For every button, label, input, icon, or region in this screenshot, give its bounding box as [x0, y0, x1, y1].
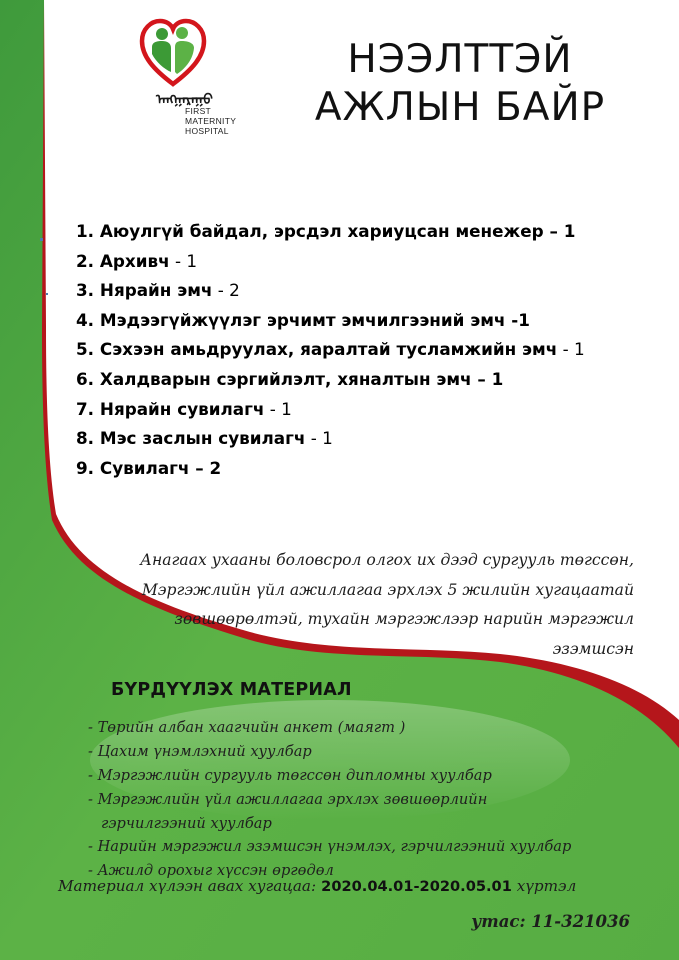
vacancy-item [76, 276, 656, 306]
vacancy-list [76, 217, 656, 483]
hospital-logo [138, 14, 288, 154]
document-item: - Төрийн албан хаагчийн анкет (маягт ) [88, 719, 406, 736]
vacancy-count: - 1 [557, 339, 585, 360]
vacancy-item [76, 335, 656, 365]
phone-number: утас: 11-321036 [471, 912, 630, 931]
vacancy-title: 5. Сэхээн амьдруулах, яаралтай тусламжийн эмч [76, 339, 558, 360]
documents-heading: БҮРДҮҮЛЭХ МАТЕРИАЛ [111, 680, 352, 700]
vacancy-count: – 2 [189, 457, 222, 478]
vacancy-item [76, 217, 656, 247]
vacancy-title: 6. Халдварын сэргийлэлт, хяналтын эмч [76, 368, 472, 389]
vacancy-item [76, 365, 656, 395]
vacancy-item [76, 306, 656, 336]
requirement-line: зөвшөөрөлтэй, тухайн мэргэжлээр нарийн мэргэжил [174, 610, 634, 628]
document-item: гэрчилгээний хуулбар [101, 814, 272, 832]
page-title [300, 36, 620, 132]
vacancy-title: 1. Аюулгүй байдал, эрсдэл хариуцсан менежер [76, 221, 544, 241]
vacancy-item [76, 454, 656, 484]
edge-mark [40, 238, 43, 241]
document-item: - Мэргэжлийн сургууль төгссөн дипломны хуулбар [88, 766, 492, 784]
title-line-1: НЭЭЛТТЭЙ [347, 37, 573, 82]
vacancy-count: - 2 [212, 280, 240, 301]
vacancy-count: -1 [505, 309, 530, 330]
edge-mark [46, 293, 48, 295]
documents-list [88, 716, 658, 883]
deadline-suffix: хүртэл [511, 877, 577, 895]
deadline-label: Материал хүлээн авах хугацаа: [58, 877, 317, 895]
document-item: - Ажилд орохыг хүссэн өргөдөл [88, 862, 334, 880]
vacancy-count: - 1 [169, 250, 198, 271]
hospital-name-line-3: HOSPITAL [185, 126, 229, 136]
vacancy-title: 9. Сувилагч [76, 457, 190, 478]
vacancy-title: 3. Нярайн эмч [76, 280, 213, 301]
vacancy-item [76, 424, 656, 454]
requirement-line: Мэргэжлийн үйл ажиллагаа эрхлэх 5 жилийн хугацаатай [141, 580, 634, 599]
requirement-line: Анагаах ухааны боловсрол олгох их дээд сургууль төгссөн, [140, 551, 634, 569]
document-item: - Нарийн мэргэжил эзэмшсэн үнэмлэх, гэрчилгээний хуулбар [88, 838, 572, 856]
mongolian-script-logo: ᠠᠩᠭᠠᠷᠠᠭᠤ [156, 92, 213, 108]
vacancy-count: - 1 [264, 398, 292, 419]
vacancy-count: – 1 [471, 368, 504, 389]
document-item: - Мэргэжлийн үйл ажиллагаа эрхлэх зөвшөөрлийн [88, 790, 488, 808]
title-line-2: АЖЛЫН БАЙР [314, 85, 606, 130]
vacancy-title: 4. Мэдээгүйжүүлэг эрчимт эмчилгээний эмч [76, 309, 506, 330]
vacancy-count: - 1 [305, 428, 333, 449]
vacancy-count: – 1 [543, 221, 576, 241]
document-item: - Цахим үнэмлэхний хуулбар [88, 742, 312, 760]
hospital-name-line-2: MATERNITY [185, 116, 237, 126]
vacancy-title: 7. Нярайн сувилагч [76, 398, 265, 419]
requirement-line: эзэмшсэн [552, 639, 634, 658]
requirement-text [96, 546, 634, 664]
vacancy-item [76, 247, 656, 277]
vacancy-title: 8. Мэс заслын сувилагч [76, 428, 306, 449]
deadline-text [58, 877, 668, 895]
vacancy-title: 2. Архивч [76, 250, 170, 271]
heart-people-logo-icon [138, 14, 208, 94]
hospital-name-line-1: FIRST [185, 106, 212, 116]
deadline-dates: 2020.04.01-2020.05.01 [316, 878, 512, 895]
vacancy-item [76, 395, 656, 425]
